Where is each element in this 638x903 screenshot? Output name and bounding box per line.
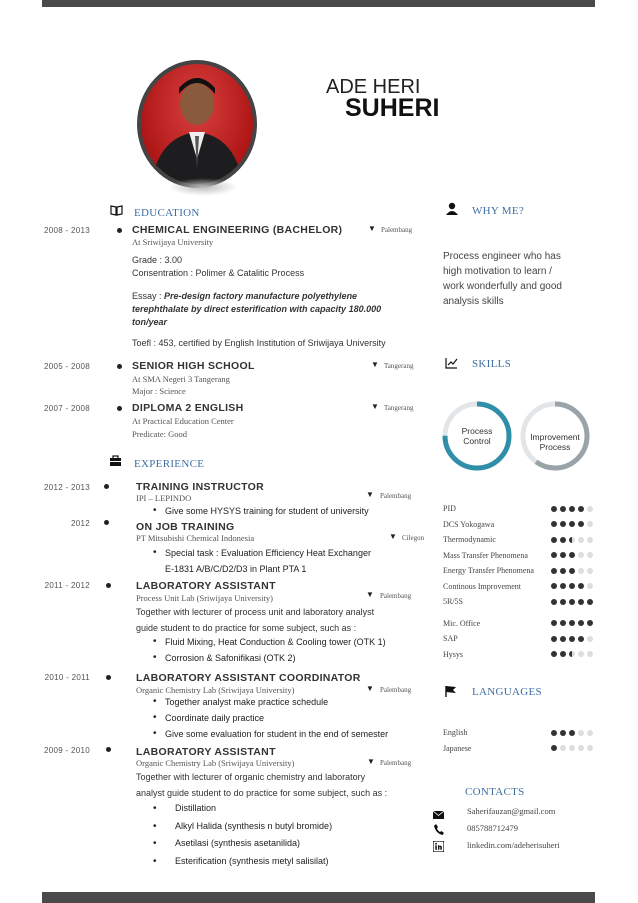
- list-item: • Asetilasi (synthesis asetanilida): [153, 835, 332, 853]
- rating-dot: [560, 583, 566, 589]
- exp-company: Organic Chemistry Lab (Sriwijaya University): [136, 758, 295, 768]
- rating-label: PID: [443, 504, 456, 513]
- list-item: • Corrosion & Safonifikasi (OTK 2): [153, 650, 386, 666]
- exp-location: Palembang: [380, 686, 412, 694]
- location-pin-icon: ▼: [368, 224, 376, 233]
- rating-label: DCS Yokogawa: [443, 519, 495, 529]
- rating-dot: [551, 521, 557, 527]
- profile-photo: [137, 60, 257, 188]
- rating-dots: [551, 745, 593, 751]
- rating-dot: [560, 745, 566, 751]
- ring-label-line: Improvement: [530, 432, 580, 442]
- rating-dot: [551, 636, 557, 642]
- rating-dots: [551, 506, 593, 512]
- flag-icon: [445, 684, 457, 702]
- essay-line-1: Pre-design factory manufacture polyethylene: [164, 291, 358, 301]
- rating-dot: [578, 651, 584, 657]
- rating-dots: [551, 552, 593, 558]
- section-title-contacts: CONTACTS: [465, 786, 525, 798]
- exp-date: 2009 - 2010: [43, 746, 90, 755]
- section-title-languages: LANGUAGES: [472, 686, 542, 698]
- photo-shadow: [168, 178, 238, 196]
- user-icon: [446, 202, 458, 220]
- location-pin-icon: ▼: [367, 757, 375, 766]
- edu-location: Tangerang: [384, 404, 414, 412]
- exp-paragraph: Together with lecturer of organic chemistry and laboratory: [136, 772, 366, 782]
- ring-label-line: Process: [539, 442, 571, 452]
- rating-row: [443, 744, 593, 753]
- rating-dots: [551, 620, 593, 626]
- exp-paragraph: Together with lecturer of process unit and laboratory analyst: [136, 607, 375, 617]
- rating-dot: [578, 506, 584, 512]
- rating-dot: [578, 730, 584, 736]
- rating-dots: [551, 537, 593, 543]
- rating-dot: [578, 521, 584, 527]
- section-title-why-me: WHY ME?: [472, 205, 525, 217]
- rating-dot: [560, 537, 566, 543]
- rating-dot: [578, 745, 584, 751]
- timeline-dot: [106, 747, 111, 752]
- edu-grade: Grade : 3.00: [132, 255, 183, 265]
- rating-dots: [551, 521, 593, 527]
- rating-dot: [551, 599, 557, 605]
- rating-dots: [551, 636, 593, 642]
- top-bar: [42, 0, 595, 7]
- exp-paragraph: guide student to do practice for some subject, such as :: [136, 623, 357, 633]
- edu-predicate: Predicate: Good: [132, 429, 187, 439]
- rating-dot: [569, 506, 575, 512]
- contact-phone[interactable]: 085788712479: [467, 823, 518, 833]
- briefcase-icon: [109, 455, 122, 470]
- location-pin-icon: ▼: [366, 590, 374, 599]
- exp-location: Cilegon: [402, 534, 425, 542]
- timeline-dot: [117, 228, 122, 233]
- ring-label-line: Control: [463, 436, 491, 446]
- rating-dots: [551, 568, 593, 574]
- rating-label: Mass Transfer Phenomena: [443, 550, 528, 560]
- rating-row: [443, 520, 593, 529]
- rating-dot: [587, 636, 593, 642]
- location-pin-icon: ▼: [371, 360, 379, 369]
- exp-company: PT Mitsubishi Chemical Indonesia: [136, 533, 255, 543]
- essay-line-3: ton/year: [132, 317, 168, 327]
- exp-date: 2012: [71, 519, 90, 528]
- rating-row: [443, 619, 593, 628]
- rating-dot: [569, 583, 575, 589]
- rating-label: Hysys: [443, 649, 464, 659]
- rating-dot: [587, 730, 593, 736]
- linkedin-icon: [433, 839, 444, 857]
- why-me-line: high motivation to learn /: [443, 266, 552, 277]
- chart-icon: [445, 356, 458, 374]
- rating-dot: [560, 620, 566, 626]
- rating-dot: [587, 537, 593, 543]
- rating-dot: [578, 620, 584, 626]
- rating-dot: [578, 583, 584, 589]
- exp-bullets: [153, 545, 413, 561]
- rating-dot: [551, 506, 557, 512]
- rating-dot: [560, 636, 566, 642]
- section-title-skills: SKILLS: [472, 358, 512, 370]
- rating-dot: [551, 730, 557, 736]
- list-item: • Special task : Evaluation Efficiency Heat Exchanger: [153, 545, 413, 561]
- rating-row: [443, 582, 593, 591]
- rating-dot: [551, 568, 557, 574]
- rating-row: [443, 551, 593, 560]
- section-title-experience: EXPERIENCE: [134, 458, 205, 470]
- book-icon: [110, 205, 123, 219]
- rating-dot: [569, 620, 575, 626]
- exp-date: 2012 - 2013: [43, 483, 90, 492]
- rating-dot: [569, 636, 575, 642]
- rating-dot: [578, 537, 584, 543]
- edu-location: Palembang: [381, 226, 413, 234]
- rating-dot: [578, 568, 584, 574]
- rating-dot: [551, 537, 557, 543]
- rating-dot: [587, 599, 593, 605]
- rating-dot: [560, 521, 566, 527]
- rating-dot: [560, 599, 566, 605]
- rating-dot: [560, 730, 566, 736]
- edu-title: CHEMICAL ENGINEERING (BACHELOR): [132, 224, 343, 236]
- contact-email[interactable]: Saherifauzan@gmail.com: [467, 806, 556, 816]
- rating-label: Energy Transfer Phenomena: [443, 566, 534, 575]
- rating-dot: [569, 745, 575, 751]
- essay-line-2: terephthalate by direct esterification with capacity 180.000: [132, 304, 382, 314]
- edu-title: DIPLOMA 2 ENGLISH: [132, 402, 244, 414]
- rating-dot: [551, 583, 557, 589]
- exp-title: LABORATORY ASSISTANT COORDINATOR: [136, 672, 361, 684]
- edu-date: 2007 - 2008: [43, 404, 90, 413]
- exp-location: Palembang: [380, 492, 412, 500]
- rating-dot: [587, 552, 593, 558]
- timeline-dot: [104, 484, 109, 489]
- rating-dot: [569, 521, 575, 527]
- exp-date: 2011 - 2012: [44, 581, 90, 590]
- rating-dot: [569, 537, 575, 543]
- rating-dot: [587, 745, 593, 751]
- location-pin-icon: ▼: [389, 532, 397, 541]
- last-name: SUHERI: [345, 94, 440, 122]
- rating-label: Continous Improvement: [443, 581, 521, 591]
- rating-dot: [551, 651, 557, 657]
- exp-company: IPI – LEPINDO: [136, 493, 192, 503]
- rating-dots: [551, 730, 593, 736]
- first-name: ADE HERI: [326, 76, 421, 98]
- exp-bullets: [153, 503, 369, 519]
- rating-dot: [551, 745, 557, 751]
- edu-location: Tangerang: [384, 362, 414, 370]
- rating-dot: [587, 568, 593, 574]
- location-pin-icon: ▼: [366, 684, 374, 693]
- edu-major: Major : Science: [132, 386, 186, 396]
- ring-label: [522, 432, 588, 452]
- rating-dot: [560, 568, 566, 574]
- edu-title: SENIOR HIGH SCHOOL: [132, 360, 255, 372]
- rating-label: 5R/5S: [443, 597, 464, 606]
- rating-label: Mic. Office: [443, 618, 481, 628]
- rating-dot: [578, 552, 584, 558]
- rating-dots: [551, 583, 593, 589]
- rating-dot: [587, 521, 593, 527]
- rating-row: [443, 650, 593, 659]
- rating-dot: [587, 583, 593, 589]
- person-silhouette-icon: [141, 64, 253, 184]
- exp-bullets: [153, 694, 388, 742]
- rating-dot: [560, 506, 566, 512]
- exp-location: Palembang: [380, 759, 412, 767]
- contact-linkedin[interactable]: linkedin.com/adeherisuheri: [467, 840, 560, 850]
- rating-row: [443, 634, 593, 643]
- list-item: • Esterification (synthesis metyl salisilat): [153, 853, 332, 871]
- timeline-dot: [106, 675, 111, 680]
- timeline-dot: [106, 583, 111, 588]
- exp-location: Palembang: [380, 592, 412, 600]
- location-pin-icon: ▼: [371, 402, 379, 411]
- rating-dot: [551, 620, 557, 626]
- list-item: • Fluid Mixing, Heat Conduction & Cooling tower (OTK 1): [153, 634, 386, 650]
- rating-dot: [578, 636, 584, 642]
- list-item: • Together analyst make practice schedule: [153, 694, 388, 710]
- list-item: • Coordinate daily practice: [153, 710, 388, 726]
- phone-icon: [434, 822, 444, 840]
- rating-dot: [560, 651, 566, 657]
- rating-dot: [560, 552, 566, 558]
- exp-date: 2010 - 2011: [44, 673, 90, 682]
- rating-dots: [551, 651, 593, 657]
- rating-dot: [578, 599, 584, 605]
- ring-label-line: Process: [461, 426, 493, 436]
- rating-dot: [587, 651, 593, 657]
- why-me-line: analysis skills: [443, 296, 504, 307]
- edu-toefl: Toefl : 453, certified by English Institution of Sriwijaya University: [132, 338, 386, 348]
- exp-title: TRAINING INSTRUCTOR: [136, 481, 265, 493]
- exp-bullets: [153, 634, 386, 666]
- exp-company: Organic Chemistry Lab (Sriwijaya University): [136, 685, 295, 695]
- rating-row: [443, 535, 593, 544]
- timeline-dot: [117, 364, 122, 369]
- rating-dot: [569, 552, 575, 558]
- rating-row: [443, 597, 593, 606]
- rating-dot: [569, 651, 575, 657]
- rating-row: [443, 728, 593, 737]
- timeline-dot: [117, 406, 122, 411]
- rating-label: Thermodynamic: [443, 535, 496, 544]
- edu-institution: At SMA Negeri 3 Tangerang: [132, 374, 230, 384]
- edu-date: 2008 - 2013: [43, 226, 90, 235]
- list-item: • Distillation: [153, 800, 332, 818]
- why-me-line: Process engineer who has: [443, 251, 561, 262]
- rating-dot: [569, 730, 575, 736]
- rating-dot: [587, 506, 593, 512]
- rating-dot: [569, 568, 575, 574]
- edu-date: 2005 - 2008: [43, 362, 90, 371]
- edu-institution: At Sriwijaya University: [132, 237, 214, 247]
- exp-title: LABORATORY ASSISTANT: [136, 746, 276, 758]
- essay-label: Essay :: [132, 291, 165, 301]
- edu-concentration: Consentration : Polimer & Catalitic Process: [132, 268, 305, 278]
- list-item: • Alkyl Halida (synthesis n butyl bromide): [153, 818, 332, 836]
- rating-dots: [551, 599, 593, 605]
- edu-institution: At Practical Education Center: [132, 416, 234, 426]
- ring-label: [447, 426, 507, 446]
- location-pin-icon: ▼: [366, 490, 374, 499]
- rating-label: English: [443, 728, 468, 737]
- rating-row: [443, 504, 593, 513]
- edu-essay: [132, 290, 432, 303]
- section-title-education: EDUCATION: [134, 207, 200, 219]
- exp-paragraph: analyst guide student to do practice for some subject, such as :: [136, 788, 388, 798]
- rating-dot: [551, 552, 557, 558]
- rating-label: Japanese: [443, 743, 472, 753]
- why-me-line: work wonderfully and good: [443, 281, 562, 292]
- list-item: • Give some evaluation for student in the end of semester: [153, 726, 388, 742]
- bullet-continuation: E-1831 A/B/C/D2/D3 in Plant PTA 1: [165, 564, 307, 574]
- bottom-bar: [42, 892, 595, 903]
- rating-label: SAP: [443, 634, 458, 643]
- why-me-text: [443, 249, 562, 309]
- timeline-dot: [104, 520, 109, 525]
- list-item: • Give some HYSYS training for student of university: [153, 503, 369, 519]
- exp-bullets: [153, 800, 332, 870]
- exp-title: LABORATORY ASSISTANT: [136, 580, 276, 592]
- rating-dot: [569, 599, 575, 605]
- exp-company: Process Unit Lab (Sriwijaya University): [136, 593, 273, 603]
- rating-dot: [587, 620, 593, 626]
- rating-row: [443, 566, 593, 575]
- exp-title: ON JOB TRAINING: [136, 521, 235, 533]
